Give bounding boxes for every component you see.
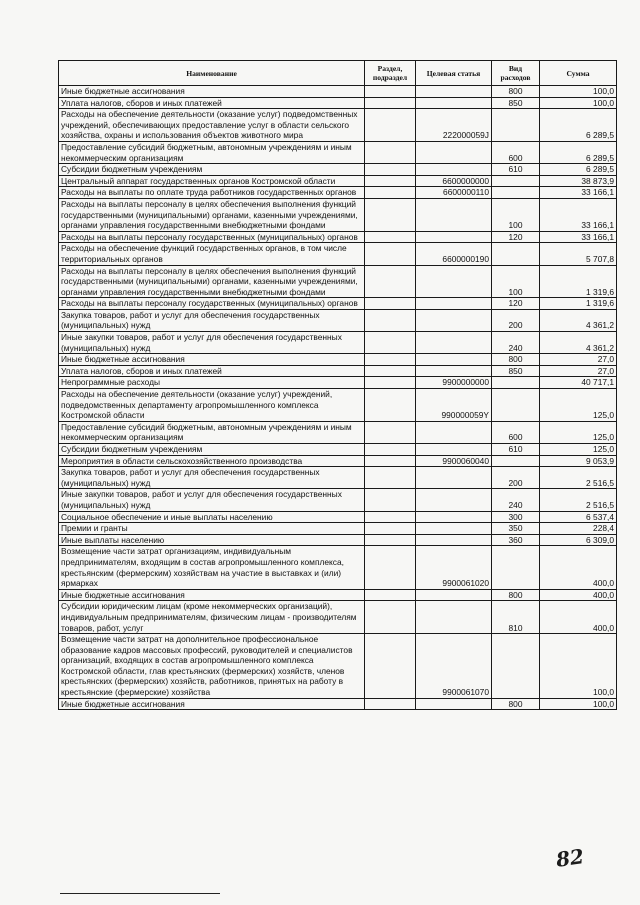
- row-name-cell: Расходы на выплаты персоналу в целях обеспечения выполнения функций государственными (муниципальными) органами, казенными учреждениями, органами управления государственными внебюджетными фондами: [59, 265, 365, 298]
- table-row: [59, 589, 617, 601]
- row-name-cell: Иные выплаты населению: [59, 534, 365, 546]
- row-sum-cell: 6 289,5: [540, 164, 617, 176]
- row-sum-cell: 125,0: [540, 444, 617, 456]
- row-kind-cell: 850: [492, 365, 540, 377]
- row-target-cell: [416, 164, 492, 176]
- row-kind-cell: 100: [492, 198, 540, 231]
- table-body: [59, 86, 617, 710]
- row-section-cell: [365, 523, 416, 535]
- row-name-cell: Иные бюджетные ассигнования: [59, 589, 365, 601]
- row-target-cell: [416, 309, 492, 331]
- table-row: [59, 141, 617, 163]
- row-sum-cell: 1 319,6: [540, 298, 617, 310]
- row-sum-cell: 6 309,0: [540, 534, 617, 546]
- row-target-cell: [416, 523, 492, 535]
- row-kind-cell: 800: [492, 86, 540, 98]
- row-sum-cell: 38 873,9: [540, 175, 617, 187]
- row-name-cell: Расходы на обеспечение деятельности (оказание услуг) учреждений, подведомственных департаменту агропромышленного комплекса Костромской области: [59, 389, 365, 422]
- row-target-cell: [416, 698, 492, 710]
- row-sum-cell: 2 516,5: [540, 467, 617, 489]
- table-row: [59, 365, 617, 377]
- row-target-cell: [416, 354, 492, 366]
- row-section-cell: [365, 511, 416, 523]
- row-name-cell: Расходы на выплаты по оплате труда работников государственных органов: [59, 187, 365, 199]
- row-kind-cell: 600: [492, 421, 540, 443]
- row-kind-cell: [492, 455, 540, 467]
- row-target-cell: 6600000000: [416, 175, 492, 187]
- row-sum-cell: 33 166,1: [540, 198, 617, 231]
- table-row: [59, 634, 617, 699]
- row-sum-cell: 6 537,4: [540, 511, 617, 523]
- row-kind-cell: 610: [492, 444, 540, 456]
- row-sum-cell: 4 361,2: [540, 309, 617, 331]
- row-kind-cell: 350: [492, 523, 540, 535]
- row-target-cell: [416, 421, 492, 443]
- table-row: [59, 231, 617, 243]
- row-name-cell: Иные бюджетные ассигнования: [59, 698, 365, 710]
- row-sum-cell: 400,0: [540, 601, 617, 634]
- row-kind-cell: 810: [492, 601, 540, 634]
- header-section: Раздел, подраздел: [365, 61, 416, 86]
- row-target-cell: 6600000110: [416, 187, 492, 199]
- row-kind-cell: 120: [492, 298, 540, 310]
- row-kind-cell: 200: [492, 467, 540, 489]
- row-name-cell: Иные закупки товаров, работ и услуг для обеспечения государственных (муниципальных) нужд: [59, 489, 365, 511]
- row-name-cell: Субсидии бюджетным учреждениям: [59, 444, 365, 456]
- table-row: [59, 109, 617, 142]
- row-target-cell: [416, 511, 492, 523]
- row-sum-cell: 9 053,9: [540, 455, 617, 467]
- row-sum-cell: 27,0: [540, 354, 617, 366]
- row-sum-cell: 400,0: [540, 546, 617, 589]
- row-sum-cell: 6 289,5: [540, 109, 617, 142]
- row-sum-cell: 125,0: [540, 389, 617, 422]
- row-name-cell: Премии и гранты: [59, 523, 365, 535]
- footnote-rule: [60, 893, 220, 894]
- row-kind-cell: [492, 634, 540, 699]
- row-section-cell: [365, 698, 416, 710]
- row-target-cell: [416, 332, 492, 354]
- row-name-cell: Закупка товаров, работ и услуг для обеспечения государственных (муниципальных) нужд: [59, 467, 365, 489]
- row-kind-cell: [492, 546, 540, 589]
- row-sum-cell: 6 289,5: [540, 141, 617, 163]
- table-row: [59, 467, 617, 489]
- row-name-cell: Иные бюджетные ассигнования: [59, 354, 365, 366]
- row-kind-cell: [492, 187, 540, 199]
- row-section-cell: [365, 601, 416, 634]
- row-kind-cell: 100: [492, 265, 540, 298]
- table-row: [59, 86, 617, 98]
- row-name-cell: Расходы на выплаты персоналу государственных (муниципальных) органов: [59, 298, 365, 310]
- row-sum-cell: 40 717,1: [540, 377, 617, 389]
- row-sum-cell: 2 516,5: [540, 489, 617, 511]
- row-name-cell: Непрограммные расходы: [59, 377, 365, 389]
- row-section-cell: [365, 467, 416, 489]
- row-kind-cell: 800: [492, 698, 540, 710]
- row-section-cell: [365, 534, 416, 546]
- table-row: [59, 546, 617, 589]
- table-row: [59, 511, 617, 523]
- row-name-cell: Возмещение части затрат организациям, индивидуальным предпринимателям, входящим в состав агропромышленного комплекса, крестьянским (фермерским) хозяйствам на участие в выставках и (или) ярмарках: [59, 546, 365, 589]
- row-section-cell: [365, 455, 416, 467]
- row-target-cell: 9900061020: [416, 546, 492, 589]
- row-kind-cell: [492, 109, 540, 142]
- row-kind-cell: 850: [492, 97, 540, 109]
- table-row: [59, 309, 617, 331]
- row-sum-cell: 5 707,8: [540, 243, 617, 265]
- row-name-cell: Расходы на выплаты персоналу государственных (муниципальных) органов: [59, 231, 365, 243]
- row-section-cell: [365, 389, 416, 422]
- row-section-cell: [365, 489, 416, 511]
- row-target-cell: [416, 86, 492, 98]
- row-name-cell: Возмещение части затрат на дополнительное профессиональное образование кадров массовых профессий, руководителей и специалистов организаций, входящих в состав агропромышленного комплекса Костромской области, глав крестьянских (фермерских) хозяйств, членов крестьянских (фермерских) хозяйств, работников, принятых на работу в крестьянские (фермерские) хозяйства: [59, 634, 365, 699]
- table-row: [59, 489, 617, 511]
- row-section-cell: [365, 231, 416, 243]
- budget-table: [58, 60, 617, 710]
- page-number: 82: [554, 844, 586, 872]
- row-target-cell: 990000059Y: [416, 389, 492, 422]
- row-kind-cell: 800: [492, 354, 540, 366]
- table-row: [59, 298, 617, 310]
- table-row: [59, 534, 617, 546]
- row-section-cell: [365, 187, 416, 199]
- row-sum-cell: 1 319,6: [540, 265, 617, 298]
- table-row: [59, 265, 617, 298]
- row-sum-cell: 33 166,1: [540, 231, 617, 243]
- table-row: [59, 164, 617, 176]
- row-target-cell: [416, 141, 492, 163]
- row-target-cell: [416, 589, 492, 601]
- row-target-cell: [416, 534, 492, 546]
- table-row: [59, 523, 617, 535]
- table-row: [59, 97, 617, 109]
- row-sum-cell: 100,0: [540, 698, 617, 710]
- row-section-cell: [365, 86, 416, 98]
- table-row: [59, 444, 617, 456]
- header-sum: Сумма: [540, 61, 617, 86]
- row-sum-cell: 100,0: [540, 86, 617, 98]
- row-kind-cell: 360: [492, 534, 540, 546]
- row-section-cell: [365, 198, 416, 231]
- row-name-cell: Предоставление субсидий бюджетным, автономным учреждениям и иным некоммерческим организациям: [59, 141, 365, 163]
- row-target-cell: [416, 198, 492, 231]
- row-section-cell: [365, 421, 416, 443]
- row-kind-cell: 120: [492, 231, 540, 243]
- row-target-cell: 6600000190: [416, 243, 492, 265]
- row-section-cell: [365, 141, 416, 163]
- row-target-cell: 9900061070: [416, 634, 492, 699]
- row-target-cell: 9900060040: [416, 455, 492, 467]
- row-sum-cell: 228,4: [540, 523, 617, 535]
- table-row: [59, 389, 617, 422]
- row-name-cell: Иные закупки товаров, работ и услуг для обеспечения государственных (муниципальных) нужд: [59, 332, 365, 354]
- table-row: [59, 455, 617, 467]
- row-section-cell: [365, 546, 416, 589]
- row-section-cell: [365, 175, 416, 187]
- row-kind-cell: 240: [492, 332, 540, 354]
- row-kind-cell: 610: [492, 164, 540, 176]
- table-row: [59, 198, 617, 231]
- row-section-cell: [365, 309, 416, 331]
- row-name-cell: Социальное обеспечение и иные выплаты населению: [59, 511, 365, 523]
- row-sum-cell: 100,0: [540, 634, 617, 699]
- row-target-cell: 9900000000: [416, 377, 492, 389]
- table-row: [59, 175, 617, 187]
- row-target-cell: [416, 97, 492, 109]
- row-kind-cell: [492, 175, 540, 187]
- row-kind-cell: 240: [492, 489, 540, 511]
- row-target-cell: [416, 601, 492, 634]
- row-sum-cell: 400,0: [540, 589, 617, 601]
- table-row: [59, 187, 617, 199]
- row-target-cell: [416, 231, 492, 243]
- row-kind-cell: [492, 243, 540, 265]
- row-section-cell: [365, 243, 416, 265]
- row-name-cell: Центральный аппарат государственных органов Костромской области: [59, 175, 365, 187]
- table-header-row: [59, 61, 617, 86]
- row-section-cell: [365, 265, 416, 298]
- row-name-cell: Субсидии бюджетным учреждениям: [59, 164, 365, 176]
- row-name-cell: Расходы на выплаты персоналу в целях обеспечения выполнения функций государственными (муниципальными) органами, казенными учреждениями, органами управления государственными внебюджетными фондами: [59, 198, 365, 231]
- row-target-cell: [416, 365, 492, 377]
- row-name-cell: Иные бюджетные ассигнования: [59, 86, 365, 98]
- row-sum-cell: 125,0: [540, 421, 617, 443]
- row-name-cell: Расходы на обеспечение функций государственных органов, в том числе территориальных органов: [59, 243, 365, 265]
- row-name-cell: Закупка товаров, работ и услуг для обеспечения государственных (муниципальных) нужд: [59, 309, 365, 331]
- row-sum-cell: 100,0: [540, 97, 617, 109]
- header-kind: Вид расходов: [492, 61, 540, 86]
- row-section-cell: [365, 354, 416, 366]
- row-section-cell: [365, 365, 416, 377]
- row-target-cell: [416, 489, 492, 511]
- row-kind-cell: [492, 389, 540, 422]
- row-sum-cell: 33 166,1: [540, 187, 617, 199]
- table-row: [59, 601, 617, 634]
- row-target-cell: [416, 467, 492, 489]
- table-row: [59, 698, 617, 710]
- row-sum-cell: 27,0: [540, 365, 617, 377]
- row-name-cell: Субсидии юридическим лицам (кроме некоммерческих организаций), индивидуальным предпринимателям, физическим лицам - производителям товаров, работ, услуг: [59, 601, 365, 634]
- row-section-cell: [365, 589, 416, 601]
- row-section-cell: [365, 97, 416, 109]
- row-name-cell: Предоставление субсидий бюджетным, автономным учреждениям и иным некоммерческим организациям: [59, 421, 365, 443]
- header-name: Наименование: [59, 61, 365, 86]
- row-name-cell: Расходы на обеспечение деятельности (оказание услуг) подведомственных учреждений, обеспечивающих предоставление услуг в области сельского хозяйства, охраны и использования объектов животного мира: [59, 109, 365, 142]
- row-target-cell: [416, 298, 492, 310]
- row-kind-cell: 300: [492, 511, 540, 523]
- table-row: [59, 377, 617, 389]
- table-row: [59, 421, 617, 443]
- row-section-cell: [365, 377, 416, 389]
- row-target-cell: [416, 265, 492, 298]
- row-kind-cell: 800: [492, 589, 540, 601]
- row-section-cell: [365, 109, 416, 142]
- row-name-cell: Уплата налогов, сборов и иных платежей: [59, 365, 365, 377]
- row-kind-cell: [492, 377, 540, 389]
- row-target-cell: [416, 444, 492, 456]
- row-target-cell: 222000059J: [416, 109, 492, 142]
- row-name-cell: Мероприятия в области сельскохозяйственного производства: [59, 455, 365, 467]
- table-row: [59, 354, 617, 366]
- row-kind-cell: 600: [492, 141, 540, 163]
- header-target: Целевая статья: [416, 61, 492, 86]
- row-section-cell: [365, 298, 416, 310]
- row-sum-cell: 4 361,2: [540, 332, 617, 354]
- row-section-cell: [365, 444, 416, 456]
- row-section-cell: [365, 164, 416, 176]
- table-row: [59, 332, 617, 354]
- table-row: [59, 243, 617, 265]
- row-kind-cell: 200: [492, 309, 540, 331]
- row-name-cell: Уплата налогов, сборов и иных платежей: [59, 97, 365, 109]
- row-section-cell: [365, 634, 416, 699]
- row-section-cell: [365, 332, 416, 354]
